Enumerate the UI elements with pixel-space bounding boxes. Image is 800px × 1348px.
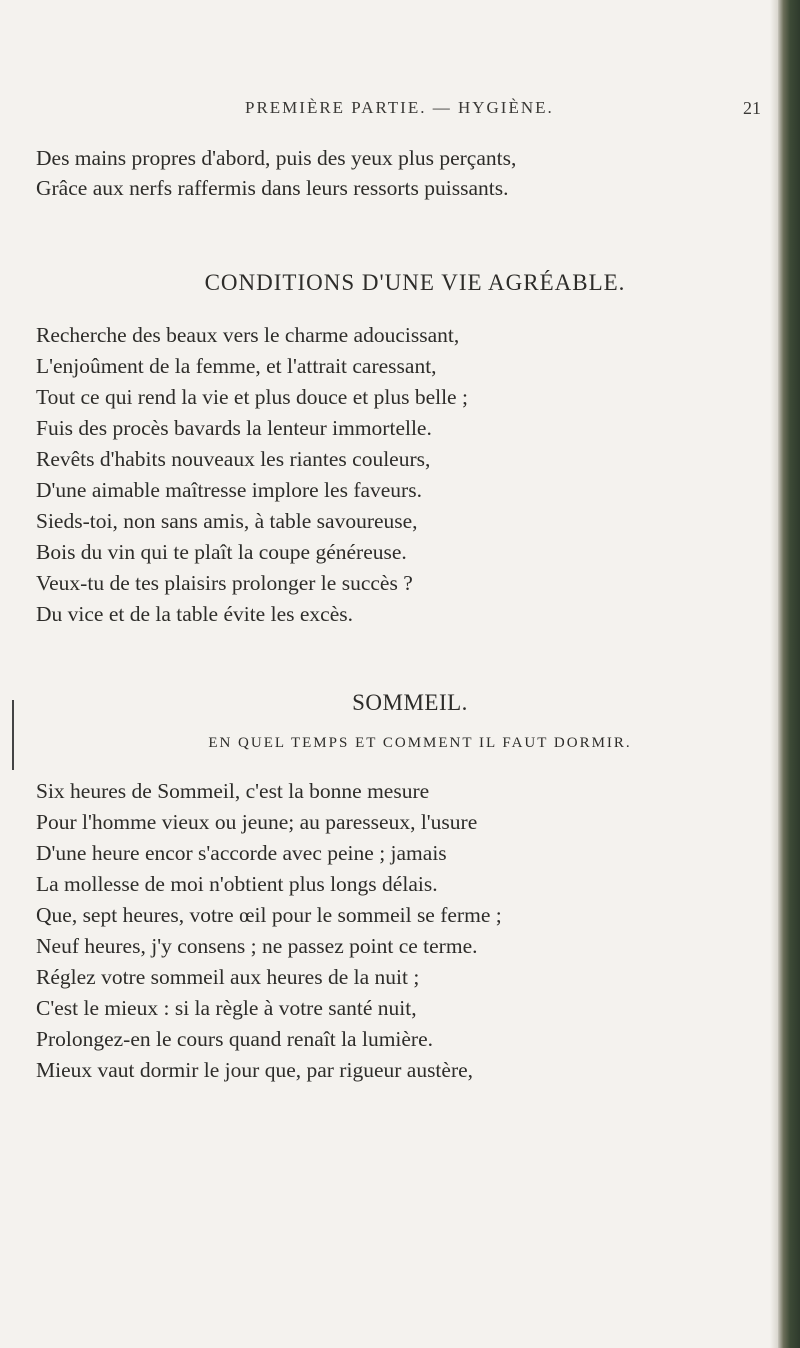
verse-line: Veux-tu de tes plaisirs prolonger le succès ?: [36, 571, 413, 595]
verse-line: Fuis des procès bavards la lenteur immortelle.: [36, 416, 432, 440]
verse-line: Revêts d'habits nouveaux les riantes couleurs,: [36, 447, 431, 471]
verse-line: La mollesse de moi n'obtient plus longs délais.: [36, 872, 438, 896]
verse-line: Neuf heures, j'y consens ; ne passez point ce terme.: [36, 934, 478, 958]
verse-line: Prolongez-en le cours quand renaît la lumière.: [36, 1027, 434, 1051]
verse-line: Des mains propres d'abord, puis des yeux plus perçants,: [36, 146, 517, 170]
verse-line: D'une heure encor s'accorde avec peine ; jamais: [36, 841, 447, 865]
verse-line: Recherche des beaux vers le charme adoucissant,: [36, 323, 460, 347]
verse-line: Tout ce qui rend la vie et plus douce et plus belle ;: [36, 385, 468, 409]
page-gutter-shadow: [770, 0, 778, 1348]
verse-line: Pour l'homme vieux ou jeune; au paresseux, l'usure: [36, 810, 478, 834]
verse-line: Mieux vaut dormir le jour que, par rigueur austère,: [36, 1058, 474, 1082]
verse-line: Sieds-toi, non sans amis, à table savoureuse,: [36, 509, 418, 533]
verse-line: L'enjoûment de la femme, et l'attrait caressant,: [36, 354, 437, 378]
section-heading-conditions: CONDITIONS D'UNE VIE AGRÉABLE.: [204, 270, 626, 295]
section-heading-sommeil: SOMMEIL.: [352, 690, 468, 715]
running-head-title: PREMIÈRE PARTIE. — HYGIÈNE.: [245, 98, 554, 117]
section-subheading: EN QUEL TEMPS ET COMMENT IL FAUT DORMIR.: [208, 735, 632, 751]
verse-line: Grâce aux nerfs raffermis dans leurs ressorts puissants.: [36, 176, 509, 200]
page-number: 21: [743, 98, 761, 118]
verse-line: Que, sept heures, votre œil pour le sommeil se ferme ;: [36, 903, 502, 927]
verse-line: Bois du vin qui te plaît la coupe généreuse.: [36, 540, 407, 564]
verse-line: Du vice et de la table évite les excès.: [36, 602, 353, 626]
book-binding-edge: [778, 0, 800, 1348]
verse-line: Six heures de Sommeil, c'est la bonne mesure: [36, 779, 430, 803]
running-head: [0, 98, 800, 128]
verse-line: Réglez votre sommeil aux heures de la nuit ;: [36, 965, 420, 989]
verse-line: C'est le mieux : si la règle à votre santé nuit,: [36, 996, 417, 1020]
verse-line: D'une aimable maîtresse implore les faveurs.: [36, 478, 422, 502]
